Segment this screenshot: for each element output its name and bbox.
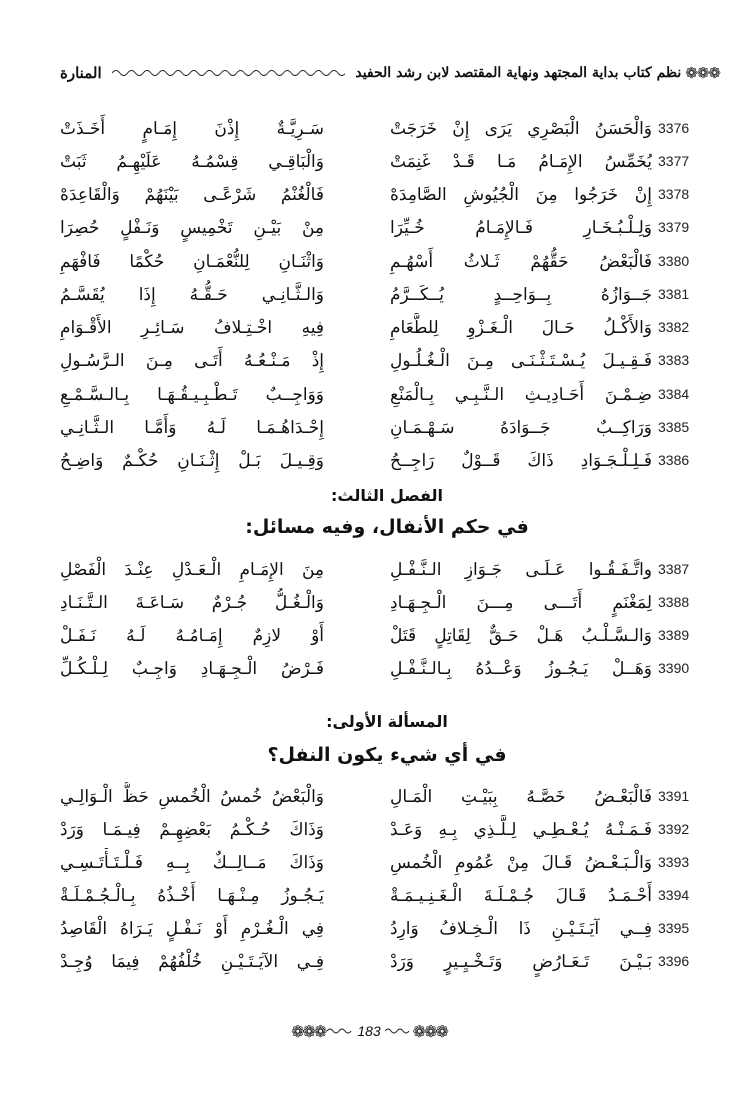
verse-first-hemistich: وَالْحَسَنُ الْبَصْرِي يَرَى إِنْ خَرَجَتْ [390, 119, 652, 139]
verse-number: 3379 [658, 219, 690, 235]
page-header [60, 58, 720, 88]
verse-second-hemistich: أَوْ لازِمٌ إِمَـامُـهُ لَـهُ نَـفَـلْ [60, 626, 324, 646]
verse-line [60, 114, 714, 146]
verse-second-hemistich: وَالْبَعْضُ خُمسُ الْخُمسِ حَظُّ الْـوَالِـي [60, 787, 324, 807]
verse-first-hemistich: وَالأَكْـلُ حَـالَ الْـغَـزْوِ لِلطَّعَامِ [390, 318, 652, 338]
verse-first-hemistich: وَهَــلْ يَـجُـوزُ وَعْــدُهُ بِـالـنَّـفْـلِ [390, 659, 652, 679]
verse-number: 3391 [658, 788, 690, 804]
verse-second-hemistich: يَـجُـوزُ مِـنْـهَـا أَخْـذُهُ بِـالْـجُـمْـلَـةْ [60, 886, 324, 906]
verse-first-hemistich: واتَّـفَـقُـوا عَـلَـى جَـوَازِ الـنَّـفْـلِ [390, 560, 652, 580]
verse-number: 3378 [658, 186, 690, 202]
verse-first-hemistich: فَـمَـنْـهُ يُـعْـطِـي لِـلَّـذِي بِـهِ وَعَـدْ [390, 820, 652, 840]
footer-ornament-right: ❁❁❁ [412, 1021, 447, 1041]
verse-first-hemistich: ضِـمْـنَ أَحَـادِيـثِ الـنَّـبِـي بِـالْمَنْعِ [390, 385, 652, 405]
verse-number: 3376 [658, 120, 690, 136]
verse-line [60, 815, 714, 847]
verse-line [60, 413, 714, 445]
verse-first-hemistich: إِنْ خَرَجُوا مِنَ الْجُيُوشِ الصَّامِدَهْ [390, 185, 652, 205]
chapter-subheading: في حكم الأنفال، وفيه مسائل: [245, 516, 529, 538]
verse-number: 3384 [658, 386, 690, 402]
verse-first-hemistich: وَالـسَّـلْـبُ هَـلْ حَـقٌّ لِقَاتِلٍ قَتَلْ [390, 626, 652, 646]
verse-number: 3383 [658, 352, 690, 368]
verse-second-hemistich: وَاثْنَـانِ لِلنُّعْمَـانِ حُكْمًا فَافْهَمِ [60, 252, 324, 272]
verse-first-hemistich: وَرَاكِــبٌ جَــوَادَهُ سَـهْـمَـانِ [390, 418, 652, 438]
verse-line [60, 180, 714, 212]
verse-second-hemistich: مِنْ بَيْـنِ تَخْمِيسٍ وَنَـفْلٍ حُصِرَا [60, 218, 324, 238]
footer-ornament-left: ❁❁❁ [291, 1021, 326, 1041]
verse-line [60, 947, 714, 979]
footer-wave-right [385, 1027, 411, 1035]
verse-second-hemistich: إِذْ مَـنْـعُـهُ أَتَـى مِـنَ الـرَّسُـولِ [60, 351, 324, 371]
running-title: المنارة [60, 64, 102, 82]
verse-second-hemistich: وَالـثَّـانِـي حَـقُّـهُ إِذَا يُقَسَّـمُ [60, 285, 324, 305]
verse-line [60, 247, 714, 279]
verse-second-hemistich: وَذَاكَ مَــالِــكٌ بِــهِ فَـلْـتَـأْتَـسِـي [60, 853, 324, 873]
verse-second-hemistich: وَقِـيـلَ بَـلْ إِثْـنَـانِ حُكْـمٌ وَاضِـحُ [60, 451, 324, 471]
verse-first-hemistich: فَـلِـلْـجَـوَادِ ذَاكَ قَــوْلٌ رَاجِــحُ [390, 451, 652, 471]
verse-line [60, 280, 714, 312]
book-title: نظم كتاب بداية المجتهد ونهاية المقتصد لابن رشد الحفيد [355, 65, 682, 81]
verse-first-hemistich: جَــوَازُهُ بِــوَاحِــدٍ يُــكَــرَّمُ [390, 285, 652, 305]
verse-number: 3395 [658, 920, 690, 936]
verse-line [60, 213, 714, 245]
verse-second-hemistich: وَالْـغُـلُّ جُـرْمٌ سَـاعَـةَ الـتَّـنَـادِ [60, 593, 324, 613]
page-number: 183 [357, 1023, 381, 1039]
verse-first-hemistich: أَحْـمَـدُ قَـالَ جُـمْـلَـةَ الْـغَـنِـيـمَـةْ [390, 886, 652, 906]
verse-line [60, 555, 714, 587]
verse-second-hemistich: مِنَ الإِمَـامِ الْـعَـدْلِ عِنْـدَ الْفَصْلِ [60, 560, 324, 580]
verse-line [60, 654, 714, 686]
verse-number: 3380 [658, 253, 690, 269]
header-wave-divider [112, 68, 346, 78]
chapter-heading: الفصل الثالث: [331, 486, 443, 505]
verse-line [60, 380, 714, 412]
verse-second-hemistich: فِي الْـغُـرْمِ أَوْ نَـفْـلٍ يَـرَاهُ الْقَاصِدُ [60, 919, 324, 939]
issue-heading: المسألة الأولى: [326, 712, 448, 731]
verse-second-hemistich: فِيهِ اخْـتِـلافُ سَـائِـرِ الأَقْـوَامِ [60, 318, 324, 338]
verse-line [60, 848, 714, 880]
verse-first-hemistich: لِمَغْنَمٍ أَتَـــى مِـــنَ الْـجِـهَـادِ [390, 593, 652, 613]
verse-second-hemistich: وَذَاكَ حُـكْـمُ بَعْضِهِـمْ فِيـمَـا وَرَدْ [60, 820, 324, 840]
verse-number: 3393 [658, 854, 690, 870]
verse-number: 3386 [658, 452, 690, 468]
verse-number: 3388 [658, 594, 690, 610]
verse-number: 3390 [658, 660, 690, 676]
verse-second-hemistich: وَالْبَاقِـي قِسْمُـهُ عَلَيْهِـمُ ثَبَتْ [60, 152, 324, 172]
verse-first-hemistich: بَـيْـنَ تَـعَـارُضٍ وَتَـخْـيِـيرٍ وَرَدْ [390, 952, 652, 972]
issue-subheading: في أي شيء يكون النفل؟ [267, 744, 507, 766]
header-ornament: ❁❁❁ [685, 64, 720, 82]
verse-second-hemistich: فَالْغُنْمُ شَرْعًـى بَيْنَهُمْ وَالْقَاعِدَهْ [60, 185, 324, 205]
verse-number: 3382 [658, 319, 690, 335]
verse-second-hemistich: وَوَاجِــبٌ تَـطْـبِـيـقُـهَـا بِـالـسَّـمْـعِ [60, 385, 324, 405]
verse-line [60, 881, 714, 913]
verse-number: 3394 [658, 887, 690, 903]
verse-line [60, 147, 714, 179]
verse-number: 3377 [658, 153, 690, 169]
verse-number: 3381 [658, 286, 690, 302]
verse-line [60, 782, 714, 814]
verse-number: 3389 [658, 627, 690, 643]
verse-number: 3392 [658, 821, 690, 837]
page-footer [0, 1018, 738, 1044]
verse-first-hemistich: فِــي آيَـتَـيْـنِ ذَا الْـخِـلافُ وَارِدُ [390, 919, 652, 939]
verse-line [60, 346, 714, 378]
verse-line [60, 446, 714, 478]
verse-number: 3396 [658, 953, 690, 969]
verse-second-hemistich: سَـرِيَّـةٌ إِذْنَ إِمَـامٍ أَخَـذَتْ [60, 119, 324, 139]
verse-first-hemistich: يُخَمِّسُ الإِمَـامُ مَـا قَـدْ غَنِمَتْ [390, 152, 652, 172]
verse-line [60, 621, 714, 653]
verse-second-hemistich: إِحْـدَاهُـمَـا لَـهُ وَأَمَّـا الـثَّـانِـي [60, 418, 324, 438]
footer-wave-left [327, 1027, 353, 1035]
verse-number: 3385 [658, 419, 690, 435]
verse-first-hemistich: وَلِـلْـبُـخَـارِ فَـالإِمَـامُ خُـيِّرَا [390, 218, 652, 238]
verse-number: 3387 [658, 561, 690, 577]
verse-second-hemistich: فِـي الآيَـتَـيْـنِ خُلْفُهُمْ فِيمَا وُجِـدْ [60, 952, 324, 972]
verse-first-hemistich: فَـقِـيـلَ يُـسْـتَـثْـنَـى مِـنَ الْـغُـلُـولِ [390, 351, 652, 371]
verse-first-hemistich: وَالْـبَـعْـضُ قَـالَ مِنْ عُمُومِ الْخُمسِ [390, 853, 652, 873]
verse-line [60, 914, 714, 946]
verse-first-hemistich: فَالْبَعْضُ حَقُّهُمْ ثَـلاثُ أَسْهُـمِ [390, 252, 652, 272]
verse-second-hemistich: فَـرْضُ الْـجِـهَـادِ وَاجِـبٌ لِـلْـكُـلِّ [60, 659, 324, 679]
verse-first-hemistich: فَالْبَعْـضُ خَصَّـهُ بِبَيْـتِ الْمَـالِ [390, 787, 652, 807]
verse-line [60, 313, 714, 345]
verse-line [60, 588, 714, 620]
